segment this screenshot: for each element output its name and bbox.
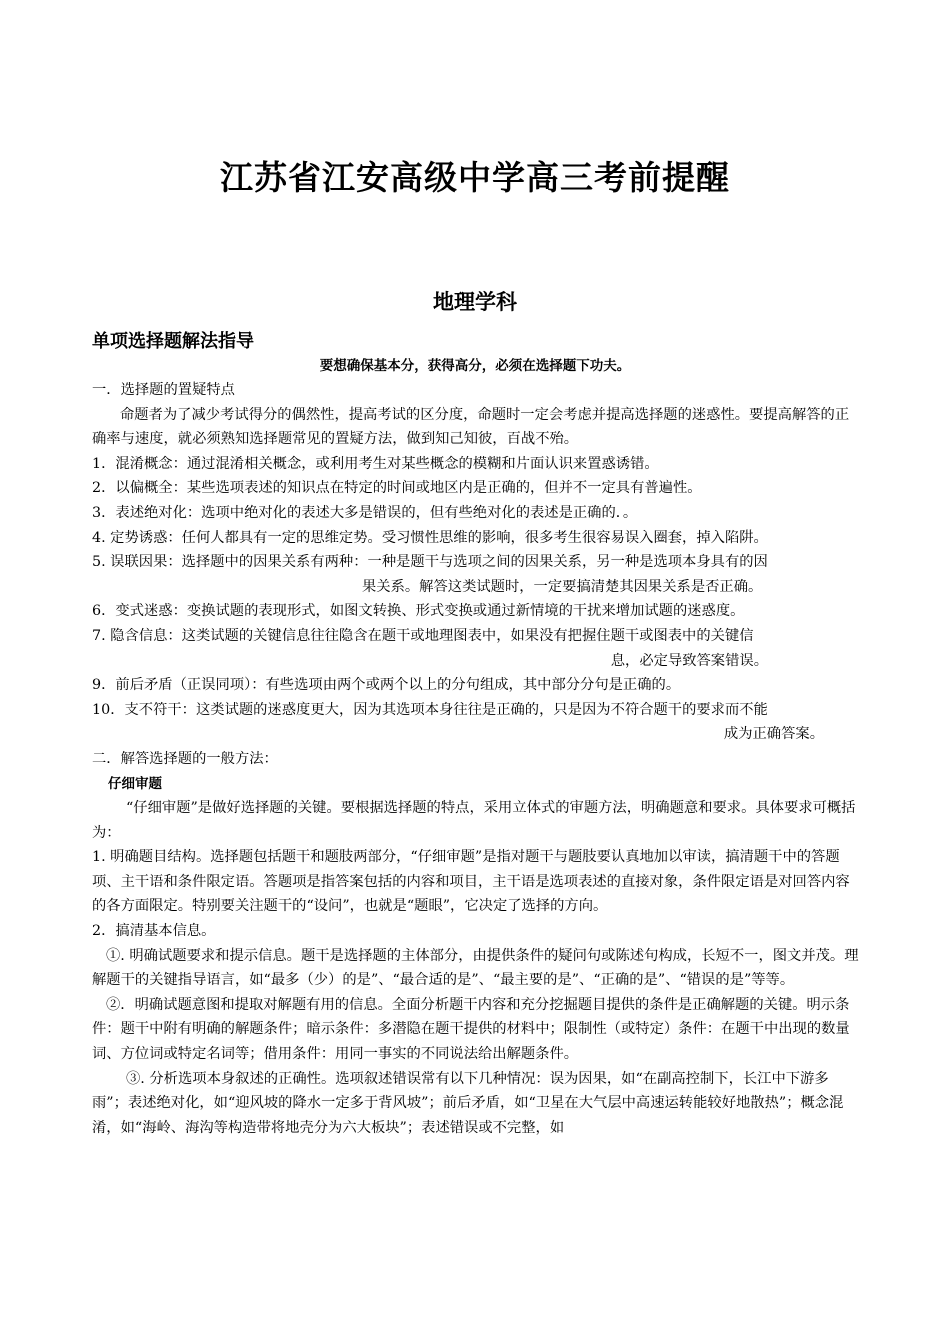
subject-heading: 地理学科 bbox=[433, 290, 517, 314]
list-item: 2．以偏概全：某些选项表述的知识点在特定的时间或地区内是正确的，但并不一定具有普遍性。 bbox=[92, 480, 702, 497]
section-heading: 单项选择题解法指导 bbox=[92, 331, 254, 352]
list-item: 6．变式迷惑：变换试题的表现形式，如图文转换、形式变换或通过新情境的干扰来增加试题的迷惑度。 bbox=[92, 603, 745, 620]
list-item-continuation: 果关系。解答这类试题时，一定要搞清楚其因果关系是否正确。 bbox=[362, 578, 763, 595]
sub-point: ③. 分析选项本身叙述的正确性。选项叙述错误常有以下几种情况：误为因果，如“在副高控制下，长江中下游多雨”；表述绝对化，如“迎风坡的降水一定多于背风坡”；前后矛盾，如“卫星在大气层中高速运转能较好地散热”；概念混淆，如“海岭、海沟等构造带将地壳分为六大板块”；表述错误或不完整，如 bbox=[92, 1070, 844, 1136]
list-item: 4. 定势诱惑：任何人都具有一定的思维定势。受习惯性思维的影响，很多考生很容易误入圈套，掉入陷阱。 bbox=[92, 529, 768, 546]
point: 1. 明确题目结构。选择题包括题干和题肢两部分，“仔细审题”是指对题干与题肢要认真地加以审读，搞清题干中的答题项、主干语和条件限定语。答题项是指答案包括的内容和项目，主干语是选项表述的直接对象，条件限定语是对回答内容的各方面限定。特别要关注题干的“设问”，也就是“题眼”，它决定了选择的方向。 bbox=[92, 849, 850, 915]
list-item: 5. 误联因果：选择题中的因果关系有两种：一种是题干与选项之间的因果关系，另一种是选项本身具有的因 bbox=[92, 554, 768, 571]
part1-heading: 一．选择题的置疑特点 bbox=[92, 382, 235, 398]
part1-intro: 命题者为了减少考试得分的偶然性，提高考试的区分度，命题时一定会考虑并提高选择题的迷惑性。要提高解答的正确率与速度，就必须熟知选择题常见的置疑方法，做到知己知彼，百战不殆。 bbox=[92, 406, 850, 448]
document-body bbox=[92, 378, 860, 1140]
document-title: 江苏省江安高级中学高三考前提醒 bbox=[220, 158, 730, 197]
list-item: 3．表述绝对化：选项中绝对化的表述大多是错误的，但有些绝对化的表述是正确的．。 bbox=[92, 504, 638, 521]
list-item: 9．前后矛盾（正误同项）：有些选项由两个或两个以上的分句组成，其中部分分句是正确的。 bbox=[92, 677, 681, 694]
list-item: 7. 隐含信息：这类试题的关键信息往往隐含在题干或地理图表中，如果没有把握住题干或图表中的关键信 bbox=[92, 627, 754, 644]
list-item-continuation: 成为正确答案。 bbox=[723, 726, 824, 743]
list-item: 1．混淆概念：通过混淆相关概念，或利用考生对某些概念的模糊和片面认识来置惑诱错。 bbox=[92, 455, 659, 472]
part2-subheading: 仔细审题 bbox=[108, 775, 162, 792]
part2-intro: “仔细审题”是做好选择题的关键。要根据选择题的特点，采用立体式的审题方法，明确题意和要求。具体要求可概括为： bbox=[92, 800, 856, 841]
list-item-continuation: 息，必定导致答案错误。 bbox=[610, 652, 768, 669]
tagline: 要想确保基本分，获得高分，必须在选择题下功夫。 bbox=[319, 358, 631, 374]
sub-point: ②．明确试题意图和提取对解题有用的信息。全面分析题干内容和充分挖掘题目提供的条件是正确解题的关键。明示条件：题干中附有明确的解题条件；暗示条件：多潜隐在题干提供的材料中；限制性（或特定）条件：在题干中出现的数量词、方位词或特定名词等；借用条件：用同一事实的不同说法给出解题条件。 bbox=[92, 996, 850, 1063]
part2-heading: 二．解答选择题的一般方法： bbox=[92, 750, 278, 767]
point: 2．搞清基本信息。 bbox=[92, 923, 216, 940]
list-item: 10．支不符干：这类试题的迷惑度更大，因为其选项本身往往是正确的，只是因为不符合题干的要求而不能 bbox=[92, 701, 768, 718]
sub-point: ①. 明确试题要求和提示信息。题干是选择题的主体部分，由提供条件的疑问句或陈述句构成，长短不一，图文并茂。理解题干的关键指导语言，如“最多（少）的是”、“最合适的是”、“最主要的是”、“正确的是”、“错误的是”等等。 bbox=[92, 947, 859, 989]
